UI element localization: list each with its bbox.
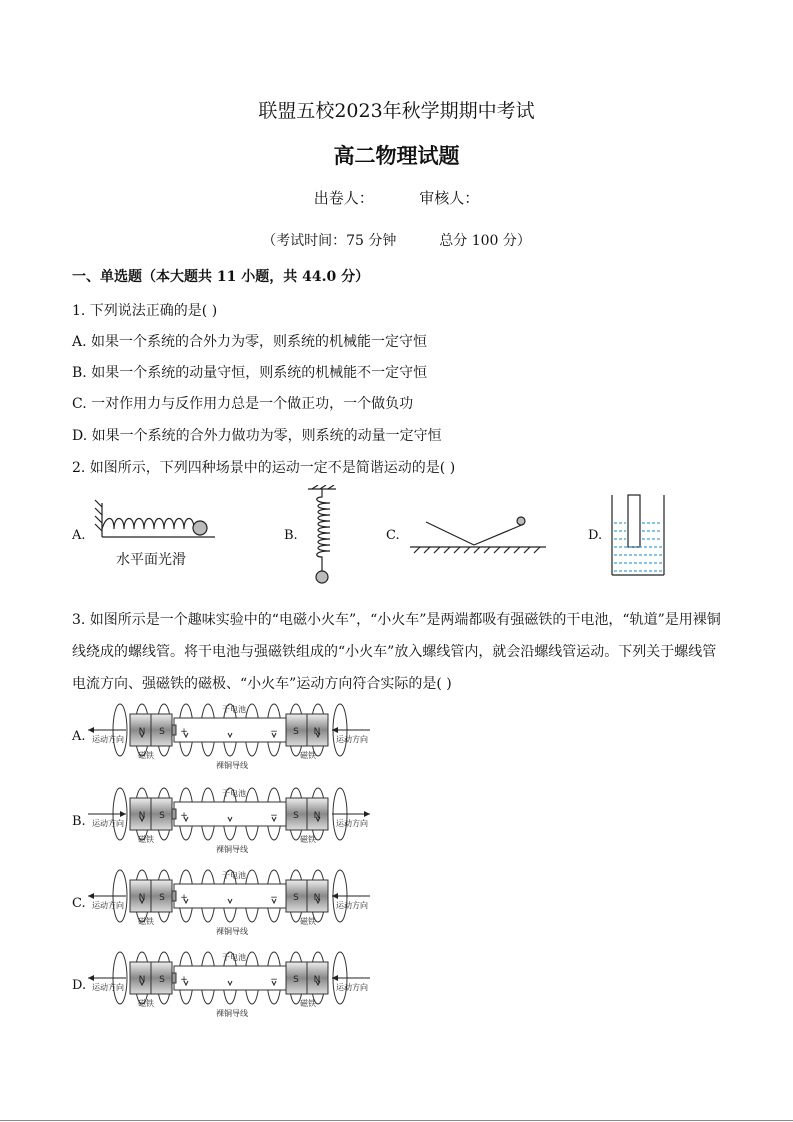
motion-label-left: 运动方向 [92, 983, 124, 992]
pole-s-right: S [293, 975, 299, 985]
motion-label-left: 运动方向 [92, 819, 124, 828]
battery-plus: + [180, 893, 188, 903]
q1-option-c: C. 一对作用力与反作用力总是一个做正功，一个做负功 [72, 396, 414, 412]
pole-s-left: S [159, 811, 165, 821]
q3-figure-a [86, 700, 376, 772]
pole-n-left: N [138, 727, 146, 737]
subject-title: 高二物理试题 [333, 144, 460, 168]
q2-stem: 2. 如图所示，下列四种场景中的运动一定不是简谐运动的是( ) [72, 460, 456, 476]
battery-label: 干电池 [222, 705, 246, 714]
magnet-label-left: 磁铁 [138, 751, 154, 760]
magnet-label-right: 磁铁 [300, 917, 316, 926]
battery-minus: − [270, 811, 278, 821]
battery-label: 干电池 [222, 789, 246, 798]
wire-label: 裸铜导线 [216, 927, 248, 936]
battery-minus: − [270, 893, 278, 903]
q2-label-d: D. [588, 528, 603, 543]
wire-label: 裸铜导线 [216, 845, 248, 854]
q3-label-d: D. [72, 978, 87, 993]
pole-n-left: N [138, 975, 146, 985]
exam-info [0, 230, 793, 250]
page-bottom-rule [0, 1120, 793, 1121]
v-track-ball-figure [410, 517, 546, 553]
author-line [0, 187, 793, 208]
exam-time: （考试时间：75 分钟 [262, 233, 397, 249]
floating-tube-figure [612, 495, 664, 575]
motion-label-right: 运动方向 [336, 983, 368, 992]
q2-fig-a-caption: 水平面光滑 [116, 552, 186, 568]
battery-plus: + [180, 975, 188, 985]
pole-n-right: N [313, 727, 321, 737]
q3-label-b: B. [72, 814, 86, 829]
author-label: 出卷人： [313, 189, 374, 207]
motion-label-right: 运动方向 [336, 819, 368, 828]
pole-s-right: S [293, 727, 299, 737]
reviewer-label: 审核人： [419, 189, 480, 207]
q1-option-d: D. 如果一个系统的合外力做功为零，则系统的动量一定守恒 [72, 428, 442, 444]
section-title: 一、单选题（本大题共 11 小题，共 44.0 分） [72, 269, 370, 285]
q1-option-b: B. 如果一个系统的动量守恒，则系统的机械能不一定守恒 [72, 365, 428, 381]
pole-n-right: N [313, 975, 321, 985]
motion-label-left: 运动方向 [92, 901, 124, 910]
spring-wall-figure [95, 500, 215, 537]
pole-n-right: N [313, 893, 321, 903]
magnet-label-right: 磁铁 [300, 999, 316, 1008]
pole-s-left: S [159, 893, 165, 903]
total-score: 总分 100 分） [439, 233, 531, 249]
pole-n-left: N [138, 811, 146, 821]
pole-n-left: N [138, 893, 146, 903]
battery-plus: + [180, 727, 188, 737]
q2-label-a: A. [72, 528, 86, 543]
magnet-label-left: 磁铁 [138, 835, 154, 844]
battery-label: 干电池 [222, 871, 246, 880]
q3-figure-c [86, 866, 376, 938]
q3-label-a: A. [72, 729, 86, 744]
motion-label-right: 运动方向 [336, 735, 368, 744]
battery-plus: + [180, 811, 188, 821]
hanging-spring-figure [308, 485, 336, 583]
q1-stem: 1. 下列说法正确的是( ) [72, 303, 218, 319]
q3-figure-d [86, 948, 376, 1020]
battery-minus: − [270, 975, 278, 985]
wire-label: 裸铜导线 [216, 1009, 248, 1018]
q3-figure-b [86, 784, 376, 856]
school-exam-title: 联盟五校2023年秋学期期中考试 [258, 100, 535, 122]
q2-label-b: B. [284, 528, 298, 543]
battery-minus: − [270, 727, 278, 737]
q3-stem: 3. 如图所示是一个趣味实验中的“电磁小火车”，“小火车”是两端都吸有强磁铁的干电池，“轨道”是用裸铜线绕成的螺线管。将干电池与强磁铁组成的“小火车”放入螺线管内，就会沿螺线管运动。下列关于螺线管电流方向、强磁铁的磁极、“小火车”运动方向符合实际的是( ) [72, 612, 721, 692]
magnet-label-right: 磁铁 [300, 751, 316, 760]
magnet-label-left: 磁铁 [138, 917, 154, 926]
magnet-label-left: 磁铁 [138, 999, 154, 1008]
pole-s-right: S [293, 811, 299, 821]
q1-option-a: A. 如果一个系统的合外力为零，则系统的机械能一定守恒 [72, 334, 428, 350]
battery-label: 干电池 [222, 953, 246, 962]
motion-label-left: 运动方向 [92, 735, 124, 744]
q2-label-c: C. [386, 528, 400, 543]
wire-label: 裸铜导线 [216, 761, 248, 770]
pole-n-right: N [313, 811, 321, 821]
pole-s-right: S [293, 893, 299, 903]
motion-label-right: 运动方向 [336, 901, 368, 910]
q3-label-c: C. [72, 896, 86, 911]
magnet-label-right: 磁铁 [300, 835, 316, 844]
pole-s-left: S [159, 975, 165, 985]
pole-s-left: S [159, 727, 165, 737]
q2-figure [90, 485, 690, 590]
